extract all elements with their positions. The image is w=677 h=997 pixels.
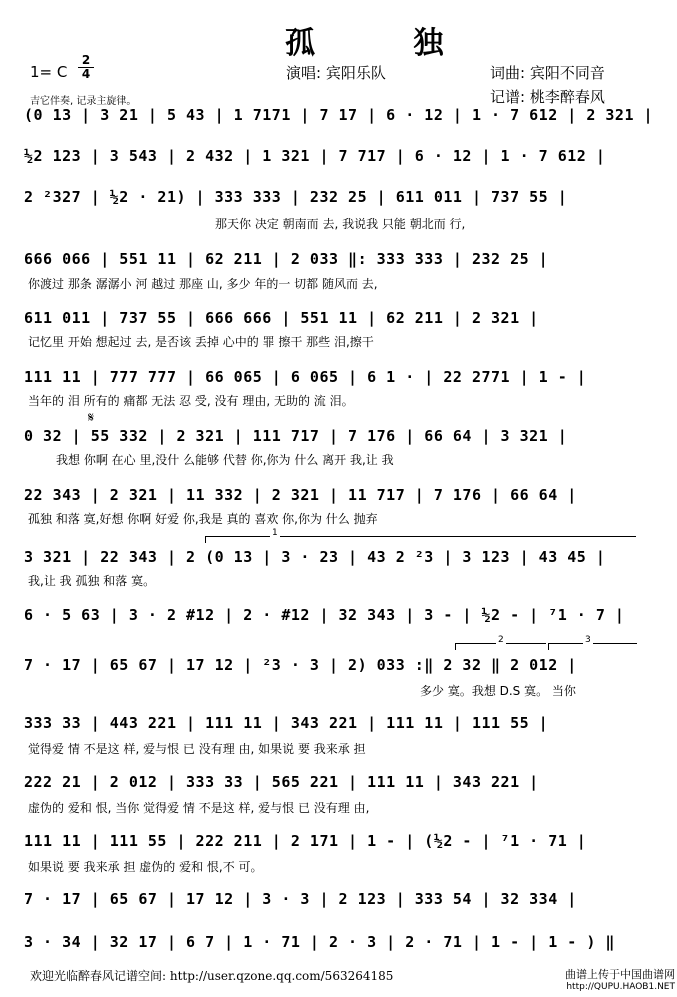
transcriber-credit: 记谱: 桃李醉春风 [490,88,605,106]
staff-line-8: 22 343 | 2 321 | 11 332 | 2 321 | 11 717 | 7 176 | 66 64 | [24,486,577,504]
staff-line-3: 2 ²327 | ½2 · 21) | 333 333 | 232 25 | 611 011 | 737 55 | [24,188,568,206]
lyric-line-5: 记忆里 开始 想起过 去, 是否该 丢掉 心中的 罪 擦干 那些 泪,擦干 [28,335,374,349]
lyric-line-13: 虚伪的 爱和 恨, 当你 觉得爱 情 不是这 样, 爱与恨 已 没有理 由, [28,801,370,815]
staff-line-13: 222 21 | 2 012 | 333 33 | 565 221 | 111 11 | 343 221 | [24,773,539,791]
time-denominator: 4 [81,67,91,81]
staff-line-9: 3 321 | 22 343 | 2 (0 13 | 3 · 23 | 43 2 ²3 | 3 123 | 43 45 | [24,548,606,566]
staff-line-2: ½2 123 | 3 543 | 2 432 | 1 321 | 7 717 | 6 · 12 | 1 · 7 612 | [24,147,606,165]
staff-line-11: 7 · 17 | 65 67 | 17 12 | ²3 · 3 | 2) 033 :‖ 2 32 ‖ 2 012 | [24,656,577,674]
staff-line-1: (0 13 | 3 21 | 5 43 | 1 7171 | 7 17 | 6 · 12 | 1 · 7 612 | 2 321 | [24,106,654,124]
staff-line-16: 3 · 34 | 32 17 | 6 7 | 1 · 71 | 2 · 3 | 2 · 71 | 1 - | 1 - ) ‖ [24,933,615,951]
volta-number-2: 2 [498,635,504,645]
lyric-line-3: 那天你 决定 朝南而 去, 我说我 只能 朝北而 行, [215,217,466,231]
volta-bracket-1 [205,528,636,543]
lyric-line-8: 孤独 和落 寞,好想 你啊 好爱 你,我是 真的 喜欢 你,你为 什么 抛弃 [28,512,378,526]
staff-line-6: 111 11 | 777 777 | 66 065 | 6 065 | 6 1 · | 22 2771 | 1 - | [24,368,587,386]
footer-link-text: 欢迎光临醉春风记谱空间: http://user.qzone.qq.com/563264185 [30,969,394,983]
singer-credit: 演唱: 宾阳乐队 [286,64,386,82]
staff-line-10: 6 · 5 63 | 3 · 2 #12 | 2 · #12 | 32 343 | 3 - | ½2 - | ⁷1 · 7 | [24,606,625,624]
performance-note: 吉它伴奏, 记录主旋律。 [30,96,137,107]
staff-line-14: 111 11 | 111 55 | 222 211 | 2 171 | 1 - | (½2 - | ⁷1 · 71 | [24,832,587,850]
song-title: 孤 独 [285,26,488,61]
staff-line-15: 7 · 17 | 65 67 | 17 12 | 3 · 3 | 2 123 | 333 54 | 32 334 | [24,890,577,908]
staff-line-5: 611 011 | 737 55 | 666 666 | 551 11 | 62 211 | 2 321 | [24,309,539,327]
lyric-line-7: 我想 你啊 在心 里,没什 么能够 代替 你,你为 什么 离开 我,让 我 [56,453,394,467]
watermark [549,969,675,995]
staff-line-4: 666 066 | 551 11 | 62 211 | 2 033 ‖: 333 333 | 232 25 | [24,250,549,268]
segno-sign: 𝄋 [88,410,95,426]
time-signature [78,54,94,80]
time-numerator: 2 [81,53,91,67]
lyric-line-12: 觉得爱 情 不是这 样, 爱与恨 已 没有理 由, 如果说 要 我来承 担 [28,742,366,756]
watermark-line-2: http://QUPU.HAOB1.NET [566,982,675,992]
volta-bracket-3 [548,635,637,650]
lyric-line-14: 如果说 要 我来承 担 虚伪的 爱和 恨,不 可。 [28,860,263,874]
lyric-line-9: 我,让 我 孤独 和落 寞。 [28,574,156,588]
watermark-line-1: 曲谱上传于中国曲谱网 [565,968,675,981]
staff-line-7: 0 32 | 55 332 | 2 321 | 111 717 | 7 176 | 66 64 | 3 321 | [24,427,568,445]
lyricist-credit: 词曲: 宾阳不同音 [490,64,605,82]
staff-line-12: 333 33 | 443 221 | 111 11 | 343 221 | 111 11 | 111 55 | [24,714,549,732]
volta-number-3: 3 [585,635,591,645]
volta-bracket-2 [455,635,546,650]
lyric-line-11: 多少 寞。我想 D.S 寞。 当你 [420,684,576,698]
volta-number-1: 1 [272,528,278,538]
key-signature: 1= C [30,63,68,81]
lyric-line-4: 你渡过 那条 潺潺小 河 越过 那座 山, 多少 年的一 切都 随风而 去, [28,277,378,291]
lyric-line-6: 当年的 泪 所有的 痛都 无法 忍 受, 没有 理由, 无助的 流 泪。 [28,394,354,408]
